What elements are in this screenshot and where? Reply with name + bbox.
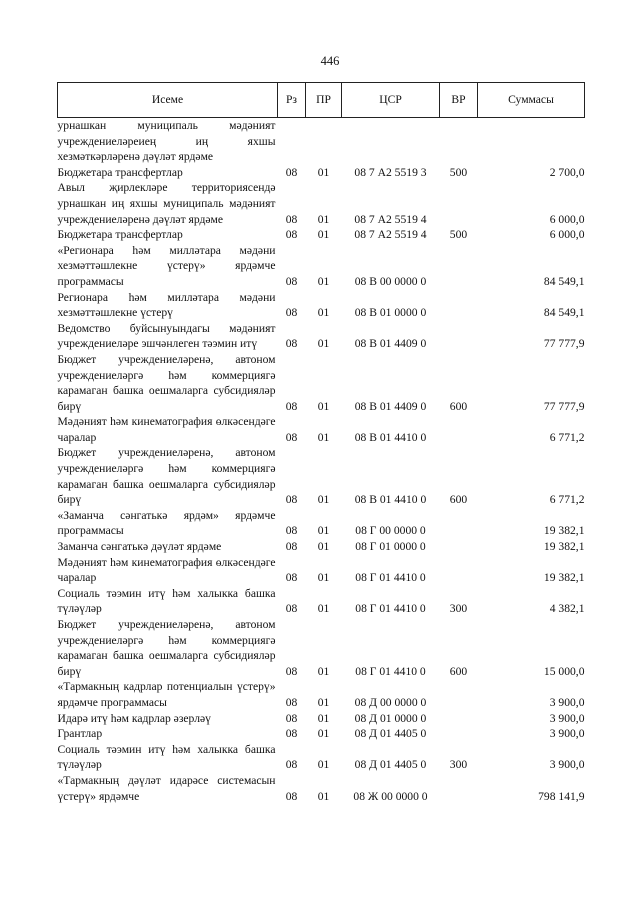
table-row [58,679,585,710]
table-row [58,118,585,165]
cell-pr: 01 [317,711,330,725]
header-rz: Рз [278,83,306,118]
cell-name: Бюджетара трансфертлар [57,228,183,242]
table-row [58,290,585,321]
cell-name: урнашкан муниципаль мәдәният учреждениеләреиең иң яхшы хезмәткәрләренә дәүләт ярдәме [57,119,276,164]
cell-vr [440,711,478,727]
page-number: 446 [320,54,340,68]
cell-vr [440,555,478,586]
cell-rz: 08 [285,212,298,226]
table-row [58,773,585,804]
cell-pr: 01 [317,540,330,554]
cell-name: Мәдәният һәм кинематография өлкәсендәге чаралар [57,555,276,585]
cell-vr [440,726,478,742]
cell-vr: 600 [449,399,468,413]
cell-pr: 01 [317,602,330,616]
cell-csr: 08 Д 01 4405 0 [354,758,427,772]
cell-name: «Тармакның дәүләт идарәсе системасын үстерү» ярдәмче [57,773,276,803]
cell-name: Заманча сәнгатькә дәүләт ярдәме [57,540,222,554]
cell-csr: 08 Г 00 0000 0 [355,524,426,538]
cell-csr: 08 В 01 4410 0 [354,493,427,507]
cell-vr: 500 [449,165,468,179]
cell-vr [440,243,478,290]
cell-csr: 08 Г 01 0000 0 [355,540,426,554]
cell-name: Социаль тәэмин итү һәм халыкка башка түләүләр [57,586,276,616]
table-row [58,165,585,181]
table-header-row [58,83,585,118]
cell-sum: 19 382,1 [543,524,585,538]
cell-csr: 08 В 01 4409 0 [354,337,427,351]
cell-csr: 08 7 А2 5519 4 [354,228,427,242]
cell-vr [440,679,478,710]
cell-vr [440,118,478,165]
cell-name: Бюджет учреждениеләренә, автоном учреждениеләргә һәм коммерциягә карамаган башка оешмаларга субсидияләр бирү [57,618,276,678]
cell-pr: 01 [317,228,330,242]
cell-csr: 08 7 А2 5519 4 [354,212,427,226]
table-row [58,742,585,773]
cell-rz: 08 [285,540,298,554]
cell-sum: 84 549,1 [543,306,585,320]
table-row [58,555,585,586]
table-row [58,414,585,445]
table-row [58,711,585,727]
cell-pr: 01 [317,571,330,585]
cell-sum: 3 900,0 [549,695,585,709]
cell-sum: 77 777,9 [543,337,585,351]
cell-sum: 15 000,0 [543,664,585,678]
cell-pr: 01 [317,212,330,226]
cell-name: Грантлар [57,727,103,741]
cell-vr: 600 [449,493,468,507]
cell-pr [306,118,342,165]
cell-csr: 08 Г 01 4410 0 [355,571,426,585]
cell-name: Бюджет учреждениеләренә, автоном учреждениеләргә һәм коммерциягә карамаган башка оешмаларга субсидияләр бирү [57,352,276,413]
cell-pr: 01 [317,493,330,507]
cell-pr: 01 [317,758,330,772]
cell-name: Бюджет учреждениеләренә, автоном учреждениеләргә һәм коммерциягә карамаган башка оешмаларга субсидияләр бирү [57,446,276,507]
cell-rz: 08 [285,789,298,803]
cell-sum: 2 700,0 [549,165,585,179]
cell-rz: 08 [285,430,298,444]
cell-pr: 01 [317,399,330,413]
cell-sum: 3 900,0 [549,727,585,741]
cell-pr: 01 [317,727,330,741]
cell-pr: 01 [317,274,330,288]
table-row [58,243,585,290]
budget-table [57,82,585,804]
cell-vr: 500 [449,228,468,242]
cell-csr: 08 Д 00 0000 0 [354,695,427,709]
cell-rz: 08 [285,571,298,585]
cell-rz [278,118,306,165]
cell-csr [342,118,440,165]
cell-rz: 08 [285,727,298,741]
cell-name: Бюджетара трансфертлар [57,165,183,179]
header-name: Исеме [58,83,278,118]
cell-sum [478,118,585,165]
cell-rz: 08 [285,274,298,288]
table-row [58,539,585,555]
cell-rz: 08 [285,758,298,772]
cell-name: Регионара һәм милләтара мәдәни хезмәттәшлекне үстерү [57,290,276,320]
table-row [58,508,585,539]
cell-sum: 3 900,0 [549,758,585,772]
cell-name: «Заманча сәнгатькә ярдәм» ярдәмче программасы [57,508,276,538]
cell-pr: 01 [317,337,330,351]
cell-rz: 08 [285,493,298,507]
cell-sum: 6 771,2 [549,430,585,444]
cell-csr: 08 Д 01 0000 0 [354,711,427,725]
cell-vr [440,773,478,804]
cell-rz: 08 [285,524,298,538]
cell-vr [440,539,478,555]
cell-pr: 01 [317,695,330,709]
cell-sum: 77 777,9 [543,399,585,413]
cell-pr: 01 [317,165,330,179]
cell-name: Социаль тәэмин итү һәм халыкка башка түләүләр [57,742,276,772]
cell-pr: 01 [317,430,330,444]
cell-csr: 08 В 01 4410 0 [354,430,427,444]
header-pr: ПР [306,83,342,118]
table-row [58,352,585,414]
cell-vr [440,180,478,227]
cell-vr: 300 [449,602,468,616]
table-row [58,180,585,227]
cell-pr: 01 [317,789,330,803]
cell-rz: 08 [285,228,298,242]
cell-csr: 08 В 01 4409 0 [354,399,427,413]
cell-rz: 08 [285,306,298,320]
cell-sum: 4 382,1 [549,602,585,616]
cell-rz: 08 [285,602,298,616]
cell-name: Авыл җирлекләре территориясендә урнашкан иң яхшы муниципаль мәдәният учреждениеләренә дәүләт ярдәме [57,181,276,226]
cell-sum: 6 771,2 [549,493,585,507]
cell-rz: 08 [285,337,298,351]
header-sum: Суммасы [478,83,585,118]
cell-rz: 08 [285,165,298,179]
cell-csr: 08 Г 01 4410 0 [355,602,426,616]
table-row [58,321,585,352]
cell-pr: 01 [317,664,330,678]
cell-name: «Тармакның кадрлар потенциалын үстерү» ярдәмче программасы [57,680,276,709]
cell-name: Мәдәният һәм кинематография өлкәсендәге чаралар [57,415,276,444]
table-row [58,726,585,742]
cell-sum: 19 382,1 [543,540,585,554]
cell-vr [440,321,478,352]
cell-csr: 08 В 01 0000 0 [354,306,427,320]
table-row [58,445,585,507]
table-row [58,227,585,243]
cell-rz: 08 [285,711,298,725]
cell-vr: 600 [449,664,468,678]
cell-sum: 3 900,0 [549,711,585,725]
cell-vr [440,508,478,539]
cell-name: «Регионара һәм милләтара мәдәни хезмәттәшлекне үстерү» ярдәмче программасы [57,243,276,288]
cell-sum: 6 000,0 [549,212,585,226]
cell-rz: 08 [285,695,298,709]
cell-sum: 84 549,1 [543,274,585,288]
cell-pr: 01 [317,524,330,538]
table-body [58,118,585,805]
cell-name: Ведомство буйсынуындагы мәдәният учреждениеләре эшчәнлеген тәэмин итү [57,321,276,351]
cell-sum: 19 382,1 [543,571,585,585]
cell-csr: 08 В 00 0000 0 [354,274,427,288]
cell-rz: 08 [285,664,298,678]
table-row [58,586,585,617]
cell-rz: 08 [285,399,298,413]
cell-pr: 01 [317,306,330,320]
cell-csr: 08 7 А2 5519 3 [354,165,427,179]
cell-sum: 6 000,0 [549,228,585,242]
cell-sum: 798 141,9 [538,789,585,803]
table-row [58,617,585,679]
header-csr: ЦСР [342,83,440,118]
cell-vr: 300 [449,758,468,772]
cell-name: Идарә итү һәм кадрлар әзерләү [57,711,211,725]
cell-vr [440,414,478,445]
cell-csr: 08 Г 01 4410 0 [355,664,426,678]
cell-csr: 08 Ж 00 0000 0 [353,789,428,803]
cell-csr: 08 Д 01 4405 0 [354,727,427,741]
cell-vr [440,290,478,321]
header-vr: ВР [440,83,478,118]
